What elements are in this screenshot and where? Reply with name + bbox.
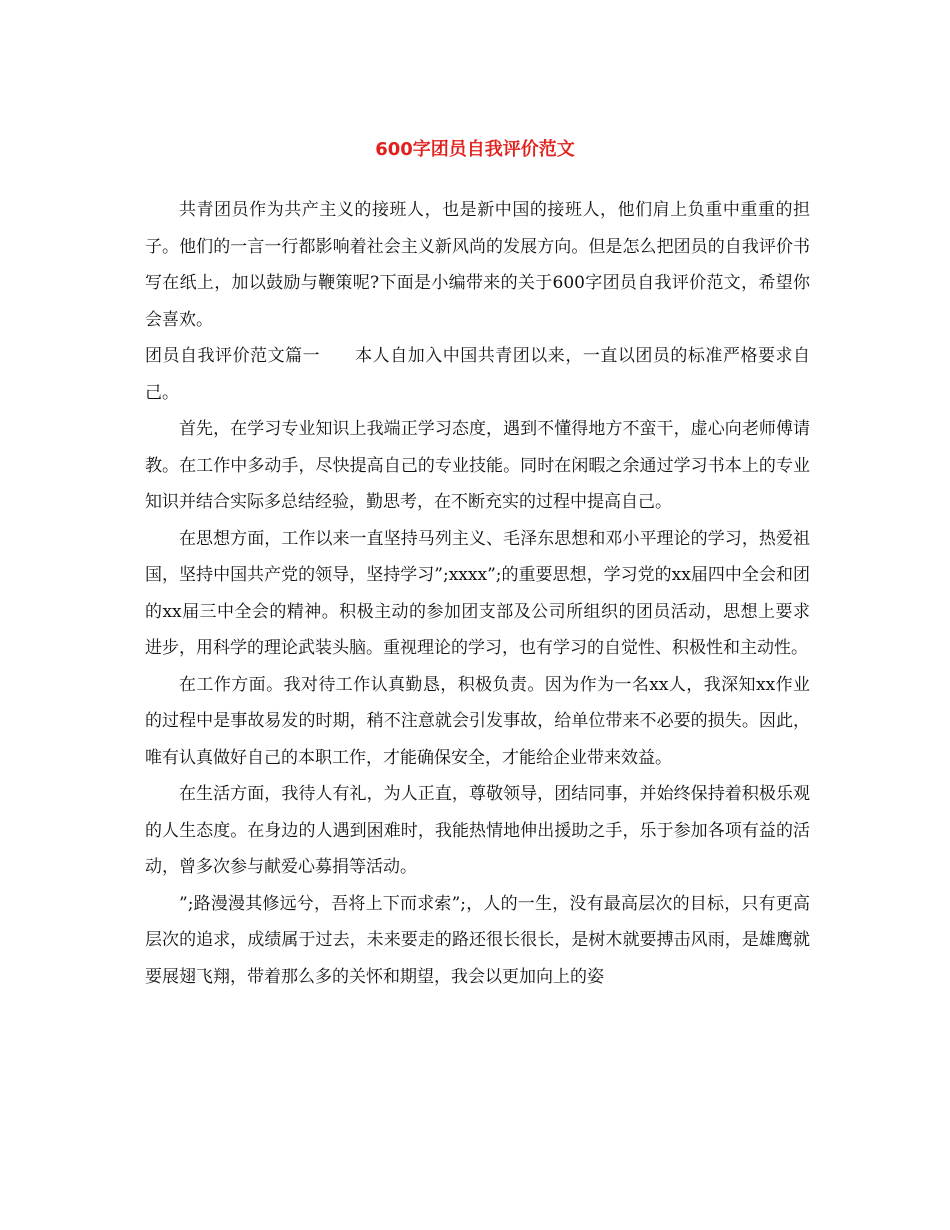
document-title: 600字团员自我评价范文	[375, 139, 575, 160]
paragraph-study: 首先，在学习专业知识上我端正学习态度，遇到不懂得地方不蛮干，虚心向老师傅请教。在工作中多动手，尽快提高自己的专业技能。同时在闲暇之余通过学习书本上的专业知识并结合实际多总结经验，勤思考，在不断充实的过程中提高自己。	[145, 419, 810, 512]
document-body	[145, 192, 810, 995]
paragraph-section-one-heading: 团员自我评价范文篇一 本人自加入中国共青团以来，一直以团员的标准严格要求自己。	[145, 346, 810, 403]
paragraph-intro: 共青团员作为共产主义的接班人，也是新中国的接班人，他们肩上负重中重重的担子。他们的一言一行都影响着社会主义新风尚的发展方向。但是怎么把团员的自我评价书写在纸上，加以鼓励与鞭策呢?下面是小编带来的关于600字团员自我评价范文，希望你会喜欢。	[145, 200, 810, 330]
paragraph-closing: ”;路漫漫其修远兮，吾将上下而求索”;，人的一生，没有最高层次的目标，只有更高层次的追求，成绩属于过去，未来要走的路还很长很长，是树木就要搏击风雨，是雄鹰就要展翅飞翔，带着那么多的关怀和期望，我会以更加向上的姿	[145, 893, 810, 987]
paragraph-life: 在生活方面，我待人有礼，为人正直，尊敬领导，团结同事，并始终保持着积极乐观的人生态度。在身边的人遇到困难时，我能热情地伸出援助之手，乐于参加各项有益的活动，曾多次参与献爱心募捐等活动。	[145, 784, 810, 877]
paragraph-work: 在工作方面。我对待工作认真勤恳，积极负责。因为作为一名xx人，我深知xx作业的过程中是事故易发的时期，稍不注意就会引发事故，给单位带来不必要的损失。因此，唯有认真做好自己的本职工作，才能确保安全，才能给企业带来效益。	[145, 674, 810, 768]
paragraph-ideology: 在思想方面，工作以来一直坚持马列主义、毛泽东思想和邓小平理论的学习，热爱祖国，坚持中国共产党的领导，坚持学习”;xxxx”;的重要思想，学习党的xx届四中全会和团的xx届三中全会的精神。积极主动的参加团支部及公司所组织的团员活动，思想上要求进步，用科学的理论武装头脑。重视理论的学习，也有学习的自觉性、积极性和主动性。	[145, 528, 810, 658]
